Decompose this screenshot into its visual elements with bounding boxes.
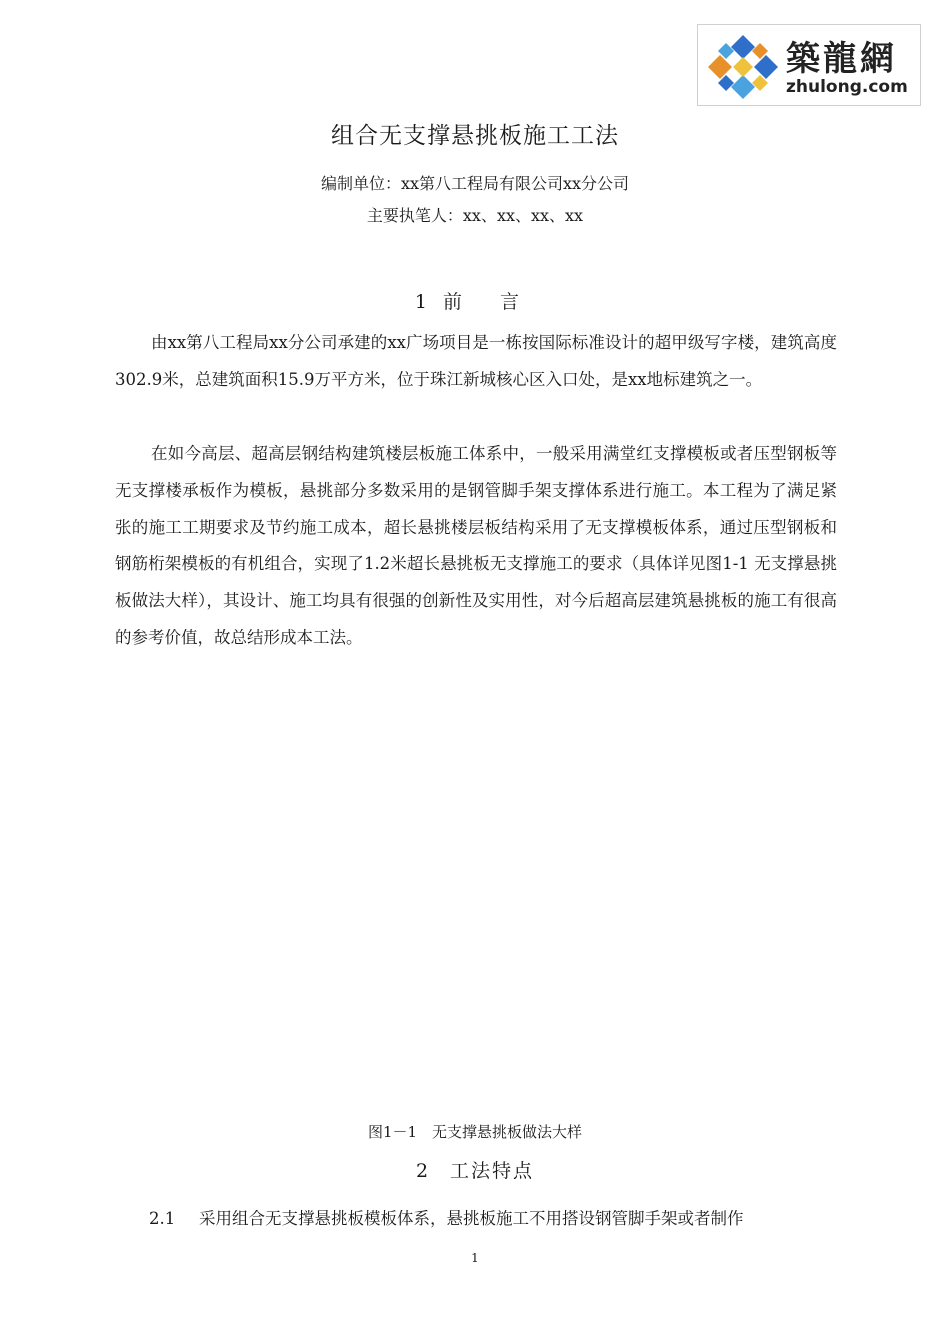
- document-title: 组合无支撑悬挑板施工工法: [331, 123, 619, 149]
- section-2-title: 工法特点: [450, 1160, 535, 1182]
- section-2-number: 2: [415, 1160, 451, 1182]
- item-text: 采用组合无支撑悬挑板模板体系，悬挑板施工不用搭设钢管脚手架或者制作: [199, 1209, 744, 1228]
- page-number: 1: [471, 1251, 479, 1265]
- item-number: 2.1: [149, 1209, 176, 1228]
- section-1-title: 前 言: [443, 291, 536, 313]
- figure-caption: 图1－1 无支撑悬挑板做法大样: [367, 1123, 583, 1141]
- authors-line: 主要执笔人：xx、xx、xx、xx: [366, 206, 584, 225]
- zhulong-logo: [697, 24, 921, 106]
- section-2-heading: [0, 1156, 950, 1183]
- logo-english-text: zhulong.com: [786, 77, 908, 97]
- section-1-paragraph-1: 由xx第八工程局xx分公司承建的xx广场项目是一栋按国际标准设计的超甲级写字楼，建筑高度302.9米，总建筑面积15.9万平方米，位于珠江新城核心区入口处，是xx地标建筑之一。: [115, 333, 837, 389]
- section-1-paragraph-2: 在如今高层、超高层钢结构建筑楼层板施工体系中，一般采用满堂红支撑模板或者压型钢板等无支撑楼承板作为模板，悬挑部分多数采用的是钢管脚手架支撑体系进行施工。本工程为了满足紧张的施工工期要求及节约施工成本，超长悬挑楼层板结构采用了无支撑模板体系，通过压型钢板和钢筋桁架模板的有机组合，实现了1.2米超长悬挑板无支撑施工的要求（具体详见图1-1 无支撑悬挑板做法大样），其设计、施工均具有很强的创新性及实用性，对今后超高层建筑悬挑板的施工有很高的参考价值，故总结形成本工法。: [115, 444, 837, 647]
- section-1-heading: [0, 287, 950, 314]
- compiler-line: 编制单位：xx第八工程局有限公司xx分公司: [320, 174, 630, 193]
- logo-chinese-text: 築龍網: [786, 39, 897, 79]
- section-1-number: 1: [414, 291, 444, 313]
- section-2-item-1: [149, 1205, 744, 1229]
- cube-logo-icon: [706, 33, 780, 99]
